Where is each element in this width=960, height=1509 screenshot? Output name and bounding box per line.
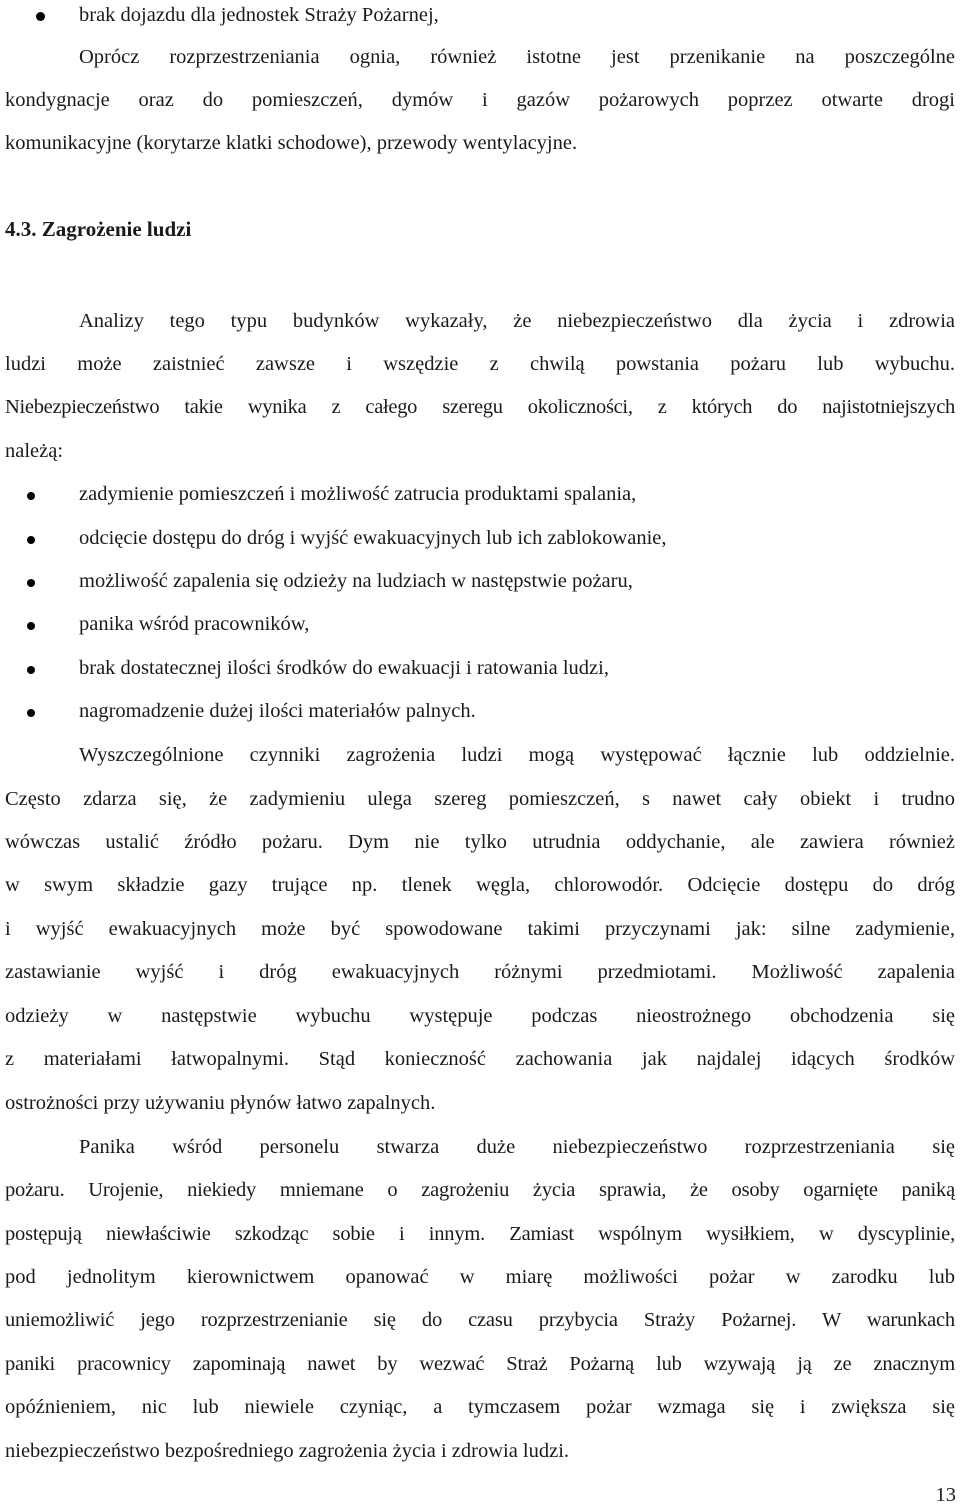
paragraph-1-line-2: kondygnacje oraz do pomieszczeń, dymów i gazów pożarowych poprzez otwarte drogi xyxy=(5,89,955,111)
bullet-icon xyxy=(27,666,35,674)
bullet-icon xyxy=(27,492,35,500)
bullet-icon xyxy=(27,579,35,587)
paragraph-4-line-3: postępują niewłaściwie szkodząc sobie i innym. Zamiast wspólnym wysiłkiem, w dyscyplinie, xyxy=(5,1223,955,1245)
paragraph-4-line-1: Panika wśród personelu stwarza duże niebezpieczeństwo rozprzestrzeniania się xyxy=(79,1136,955,1158)
paragraph-4-line-6: paniki pracownicy zapominają nawet by wezwać Straż Pożarną lub wzywają ją ze znacznym xyxy=(5,1353,955,1375)
paragraph-2-line-2: ludzi może zaistnieć zawsze i wszędzie z chwilą powstania pożaru lub wybuchu. xyxy=(5,353,955,375)
bullet-icon xyxy=(36,12,45,21)
section-heading: 4.3. Zagrożenie ludzi xyxy=(5,217,192,241)
paragraph-3-line-9: ostrożności przy używaniu płynów łatwo zapalnych. xyxy=(5,1092,436,1114)
list-item: nagromadzenie dużej ilości materiałów palnych. xyxy=(79,700,476,722)
list-item: zadymienie pomieszczeń i możliwość zatrucia produktami spalania, xyxy=(79,483,637,505)
paragraph-3-line-8: z materiałami łatwopalnymi. Stąd konieczność zachowania jak najdalej idących środków xyxy=(5,1048,955,1070)
list-item: odcięcie dostępu do dróg i wyjść ewakuacyjnych lub ich zablokowanie, xyxy=(79,527,667,549)
paragraph-1-line-1: Oprócz rozprzestrzeniania ognia, również istotne jest przenikanie na poszczególne xyxy=(79,46,955,68)
paragraph-3-line-2: Często zdarza się, że zadymieniu ulega szereg pomieszczeń, s nawet cały obiekt i trudno xyxy=(5,788,955,810)
paragraph-4-line-5: uniemożliwić jego rozprzestrzenianie się do czasu przybycia Straży Pożarnej. W warunkach xyxy=(5,1309,955,1331)
paragraph-3-line-4: w swym składzie gazy trujące np. tlenek węgla, chlorowodór. Odcięcie dostępu do dróg xyxy=(5,874,955,896)
page-number: 13 xyxy=(935,1484,956,1506)
list-item: możliwość zapalenia się odzieży na ludziach w następstwie pożaru, xyxy=(79,570,633,592)
paragraph-3-line-7: odzieży w następstwie wybuchu występuje podczas nieostrożnego obchodzenia się xyxy=(5,1005,955,1027)
paragraph-4-line-8: niebezpieczeństwo bezpośredniego zagrożenia życia i zdrowia ludzi. xyxy=(5,1440,570,1462)
paragraph-3-line-6: zastawianie wyjść i dróg ewakuacyjnych różnymi przedmiotami. Możliwość zapalenia xyxy=(5,961,955,983)
paragraph-2-line-3: Niebezpieczeństwo takie wynika z całego szeregu okoliczności, z których do najistotniejszych xyxy=(5,396,955,418)
paragraph-2-line-1: Analizy tego typu budynków wykazały, że niebezpieczeństwo dla życia i zdrowia xyxy=(79,310,955,332)
bullet-icon xyxy=(27,709,35,717)
list-item: brak dostatecznej ilości środków do ewakuacji i ratowania ludzi, xyxy=(79,657,609,679)
paragraph-3-line-1: Wyszczególnione czynniki zagrożenia ludzi mogą występować łącznie lub oddzielnie. xyxy=(79,744,955,766)
paragraph-3-line-3: wówczas ustalić źródło pożaru. Dym nie tylko utrudnia oddychanie, ale zawiera również xyxy=(5,831,955,853)
paragraph-4-line-2: pożaru. Urojenie, niekiedy mniemane o zagrożeniu życia sprawia, że osoby ogarnięte paniką xyxy=(5,1179,955,1201)
paragraph-3-line-5: i wyjść ewakuacyjnych może być spowodowane takimi przyczynami jak: silne zadymienie, xyxy=(5,918,955,940)
bullet-item-top: brak dojazdu dla jednostek Straży Pożarnej, xyxy=(79,4,439,26)
paragraph-4-line-4: pod jednolitym kierownictwem opanować w miarę możliwości pożar w zarodku lub xyxy=(5,1266,955,1288)
paragraph-1-line-3: komunikacyjne (korytarze klatki schodowe), przewody wentylacyjne. xyxy=(5,132,578,154)
paragraph-4-line-7: opóźnieniem, nic lub niewiele czyniąc, a tymczasem pożar wzmaga się i zwiększa się xyxy=(5,1396,955,1418)
list-item: panika wśród pracowników, xyxy=(79,613,310,635)
paragraph-2-line-4: należą: xyxy=(5,440,64,462)
bullet-icon xyxy=(27,536,35,544)
bullet-icon xyxy=(27,622,35,630)
